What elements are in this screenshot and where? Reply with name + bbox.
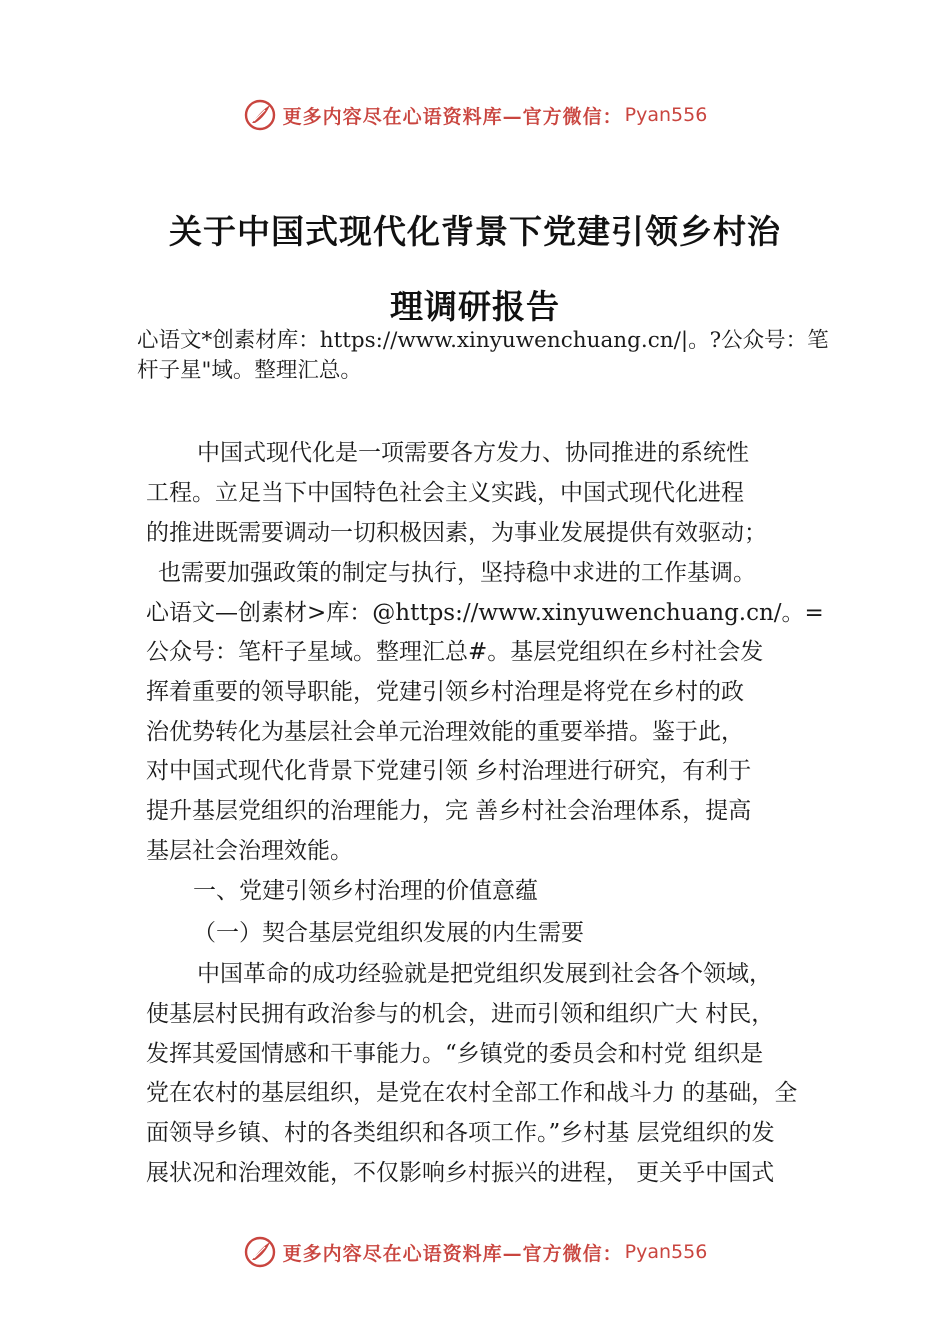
body-line: 工程。立足当下中国特色社会主义实践，中国式现代化进程 (146, 480, 744, 506)
section-heading: 一、党建引领乡村治理的价值意蕴 (193, 878, 538, 904)
body-line: 展状况和治理效能，不仅影响乡村振兴的进程， 更关乎中国式 (146, 1160, 775, 1186)
body-line: 也需要加强政策的制定与执行，坚持稳中求进的工作基调。 (158, 560, 756, 586)
body-line: 挥着重要的领导职能，党建引领乡村治理是将党在乡村的政 (146, 679, 744, 705)
watermark-wechat-id: Pyan556 (624, 1241, 708, 1263)
watermark-wechat-id: Pyan556 (624, 104, 708, 126)
body-line: 使基层村民拥有政治参与的机会，进而引领和组织广大 村民， (146, 1001, 775, 1027)
feather-seal-icon (243, 1235, 277, 1269)
watermark-header (0, 93, 950, 137)
watermark-text: 更多内容尽在心语资料库—官方微信： (282, 1242, 623, 1265)
body-line: 发挥其爱国情感和干事能力。“乡镇党的委员会和村党 组织是 (146, 1041, 764, 1067)
watermark-footer (0, 1230, 950, 1274)
body-line: 对中国式现代化背景下党建引领 乡村治理进行研究，有利于 (146, 758, 752, 784)
body-line: 治优势转化为基层社会单元治理效能的重要举措。鉴于此， (146, 719, 744, 745)
body-line: 提升基层党组织的治理能力，完 善乡村社会治理体系，提高 (146, 798, 752, 824)
source-note: 心语文*创素材库：https://www.xinyuwenchuang.cn/|。?公众号：笔杆子星"域。整理汇总。 (137, 328, 829, 383)
body-line: 中国式现代化是一项需要各方发力、协同推进的系统性 (197, 440, 749, 466)
subsection-heading: （一）契合基层党组织发展的内生需要 (193, 920, 584, 946)
document-title-line-2: 理调研报告 (390, 287, 560, 326)
body-line: 中国革命的成功经验就是把党组织发展到社会各个领域， (197, 961, 772, 987)
body-line: 基层社会治理效能。 (146, 838, 353, 864)
body-line: 心语文—创素材>库：@https://www.xinyuwenchuang.cn/。= (146, 600, 824, 626)
body-line: 面领导乡镇、村的各类组织和各项工作。”乡村基 层党组织的发 (146, 1120, 775, 1146)
feather-seal-icon (243, 98, 277, 132)
body-line: 的推进既需要调动一切积极因素，为事业发展提供有效驱动； (146, 520, 767, 546)
watermark-text: 更多内容尽在心语资料库—官方微信： (282, 105, 623, 128)
body-line: 党在农村的基层组织，是党在农村全部工作和战斗力 的基础，全 (146, 1080, 798, 1106)
body-line: 公众号：笔杆子星域。整理汇总#。基层党组织在乡村社会发 (146, 639, 764, 665)
document-title-line-1: 关于中国式现代化背景下党建引领乡村治 (169, 212, 781, 251)
